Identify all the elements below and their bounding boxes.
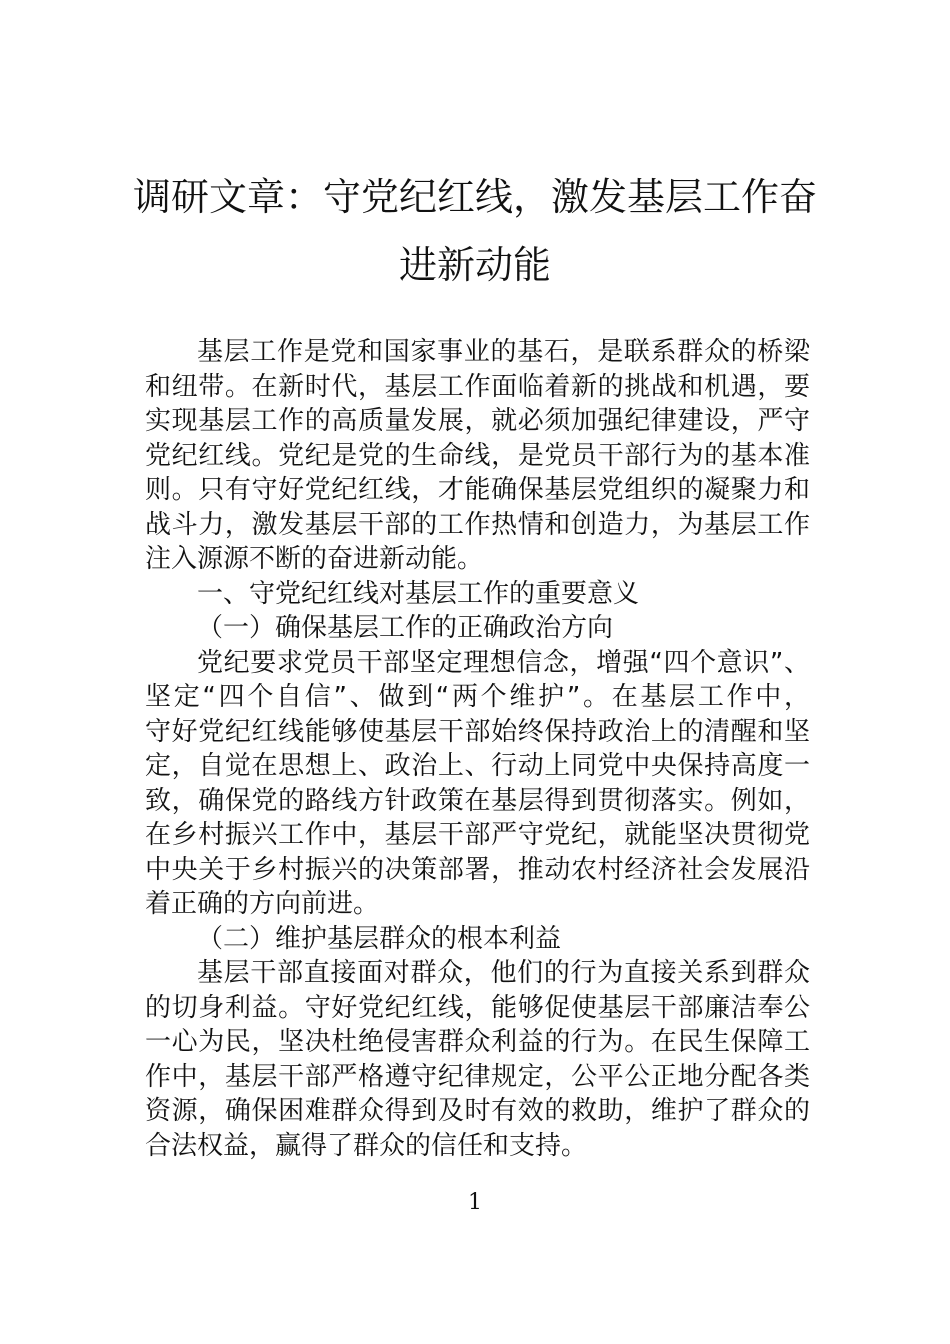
subsection-heading-1: （一）确保基层工作的正确政治方向 [197,613,614,643]
body-line-11: 坚定“四个自信”、做到“两个维护”。在基层工作中， [145,682,810,712]
body-line-16: 中央关于乡村振兴的决策部署，推动农村经济社会发展沿 [145,854,810,885]
document-title-line-2: 进新动能 [398,243,551,287]
body-line-5: 则。只有守好党纪红线，才能确保基层党组织的凝聚力和 [145,475,810,505]
body-line-22: 作中，基层干部严格遵守纪律规定，公平公正地分配各类 [145,1061,810,1092]
subsection-heading-2: （二）维护基层群众的根本利益 [197,923,562,954]
section-heading-1: 一、守党纪红线对基层工作的重要意义 [197,578,640,609]
body-line-2: 和纽带。在新时代，基层工作面临着新的挑战和机遇，要 [145,371,810,402]
body-line-15: 在乡村振兴工作中，基层干部严守党纪，就能坚决贯彻党 [145,820,810,850]
body-line-10: 党纪要求党员干部坚定理想信念，增强“四个意识”、 [197,647,810,678]
document-body [145,335,810,1163]
body-line-23: 资源，确保困难群众得到及时有效的救助，维护了群众的 [145,1096,810,1126]
body-line-1: 基层工作是党和国家事业的基石，是联系群众的桥梁 [197,337,810,367]
body-line-19: 基层干部直接面对群众，他们的行为直接关系到群众 [197,958,810,988]
body-line-7: 注入源源不断的奋进新动能。 [145,544,484,574]
body-line-6: 战斗力，激发基层干部的工作热情和创造力，为基层工作 [145,509,810,540]
body-line-20: 的切身利益。守好党纪红线，能够促使基层干部廉洁奉公 [145,992,810,1023]
body-line-12: 守好党纪红线能够使基层干部始终保持政治上的清醒和坚 [145,716,810,747]
body-line-17: 着正确的方向前进。 [145,889,380,919]
document-title-line-1: 调研文章：守党纪红线，激发基层工作奋 [132,175,817,219]
body-line-3: 实现基层工作的高质量发展，就必须加强纪律建设，严守 [145,406,810,436]
body-line-21: 一心为民，坚决杜绝侵害群众利益的行为。在民生保障工 [145,1027,810,1057]
body-line-24: 合法权益，赢得了群众的信任和支持。 [145,1130,588,1161]
body-line-4: 党纪红线。党纪是党的生命线，是党员干部行为的基本准 [145,440,810,471]
page-number: 1 [468,1190,482,1215]
body-line-14: 致，确保党的路线方针政策在基层得到贯彻落实。例如， [145,785,810,816]
body-line-13: 定，自觉在思想上、政治上、行动上同党中央保持高度一 [145,751,810,781]
